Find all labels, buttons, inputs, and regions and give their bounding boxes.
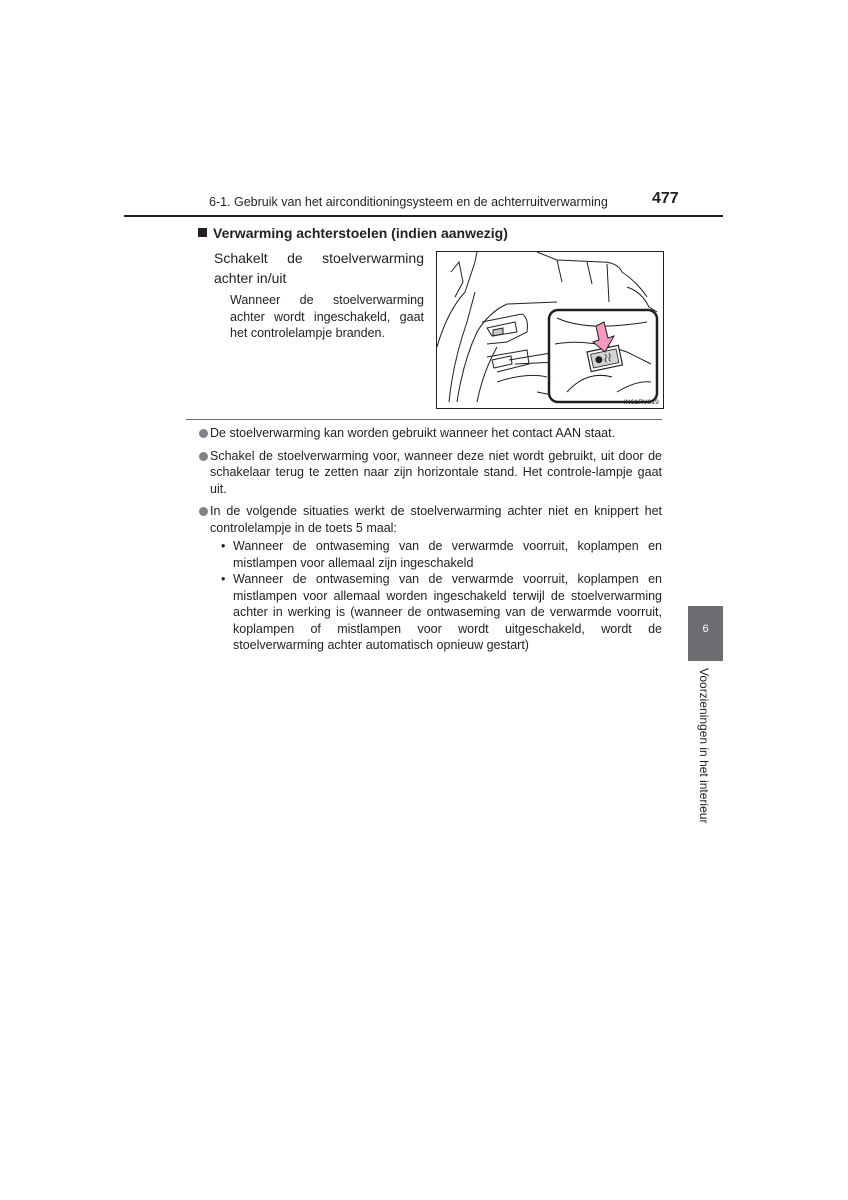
step-note: Wanneer de stoelverwarming achter wordt ingeschakeld, gaat het controlelampje branden.	[230, 293, 424, 340]
round-bullet-icon	[199, 429, 208, 438]
chapter-tab-number: 6	[702, 623, 709, 635]
sub-item-text: Wanneer de ontwaseming van de verwarmde voorruit, koplampen en mistlampen voor allemaal worden ingeschakeld terwijl de stoelverwarming achter in werking is (wanneer de ontwaseming van de verwarmde voorruit, koplampen of mistlampen voor wordt uitgeschakeld, wordt de stoelverwarming achter automatisch opnieuw gestart)	[233, 572, 662, 652]
section-heading	[198, 225, 508, 241]
note-text: In de volgende situaties werkt de stoelverwarming achter niet en knippert het controlelampje in de toets 5 maal:	[210, 504, 662, 535]
note-text: Schakel de stoelverwarming voor, wanneer deze niet wordt gebruikt, uit door de schakelaar terug te zetten naar zijn horizontale stand. Het controle-lampje gaat uit.	[210, 448, 662, 496]
section-heading-text: Verwarming achterstoelen (indien aanwezig)	[213, 225, 508, 241]
square-bullet-icon	[198, 228, 207, 237]
section-divider	[186, 419, 662, 420]
illustration-code: IN61RV019	[623, 399, 659, 406]
sub-item-text: Wanneer de ontwaseming van de verwarmde voorruit, koplampen en mistlampen voor allemaal zijn ingeschakeld	[233, 539, 662, 570]
chapter-header-title: 6-1. Gebruik van het airconditioningsysteem en de achterruitverwarming	[209, 195, 608, 209]
note-text: De stoelverwarming kan worden gebruikt wanneer het contact AAN staat.	[210, 426, 616, 440]
notes-list	[199, 425, 662, 660]
car-door-illustration-icon	[437, 252, 663, 408]
sub-list	[210, 538, 662, 654]
dot-bullet-icon: •	[221, 539, 226, 553]
note-item	[199, 503, 662, 654]
sub-list-item	[221, 571, 662, 654]
page-number: 477	[652, 190, 679, 207]
header-divider	[124, 215, 723, 217]
chapter-tab	[688, 606, 723, 661]
round-bullet-icon	[199, 507, 208, 516]
note-item	[199, 448, 662, 498]
sub-list-item	[221, 538, 662, 571]
seat-heater-switch-illustration	[436, 251, 664, 409]
chapter-side-label: Voorzieningen in het interieur	[697, 668, 711, 824]
dot-bullet-icon: •	[221, 572, 226, 586]
note-item	[199, 425, 662, 442]
round-bullet-icon	[199, 452, 208, 461]
step-title: Schakelt de stoelverwarming achter in/uit	[214, 250, 424, 286]
